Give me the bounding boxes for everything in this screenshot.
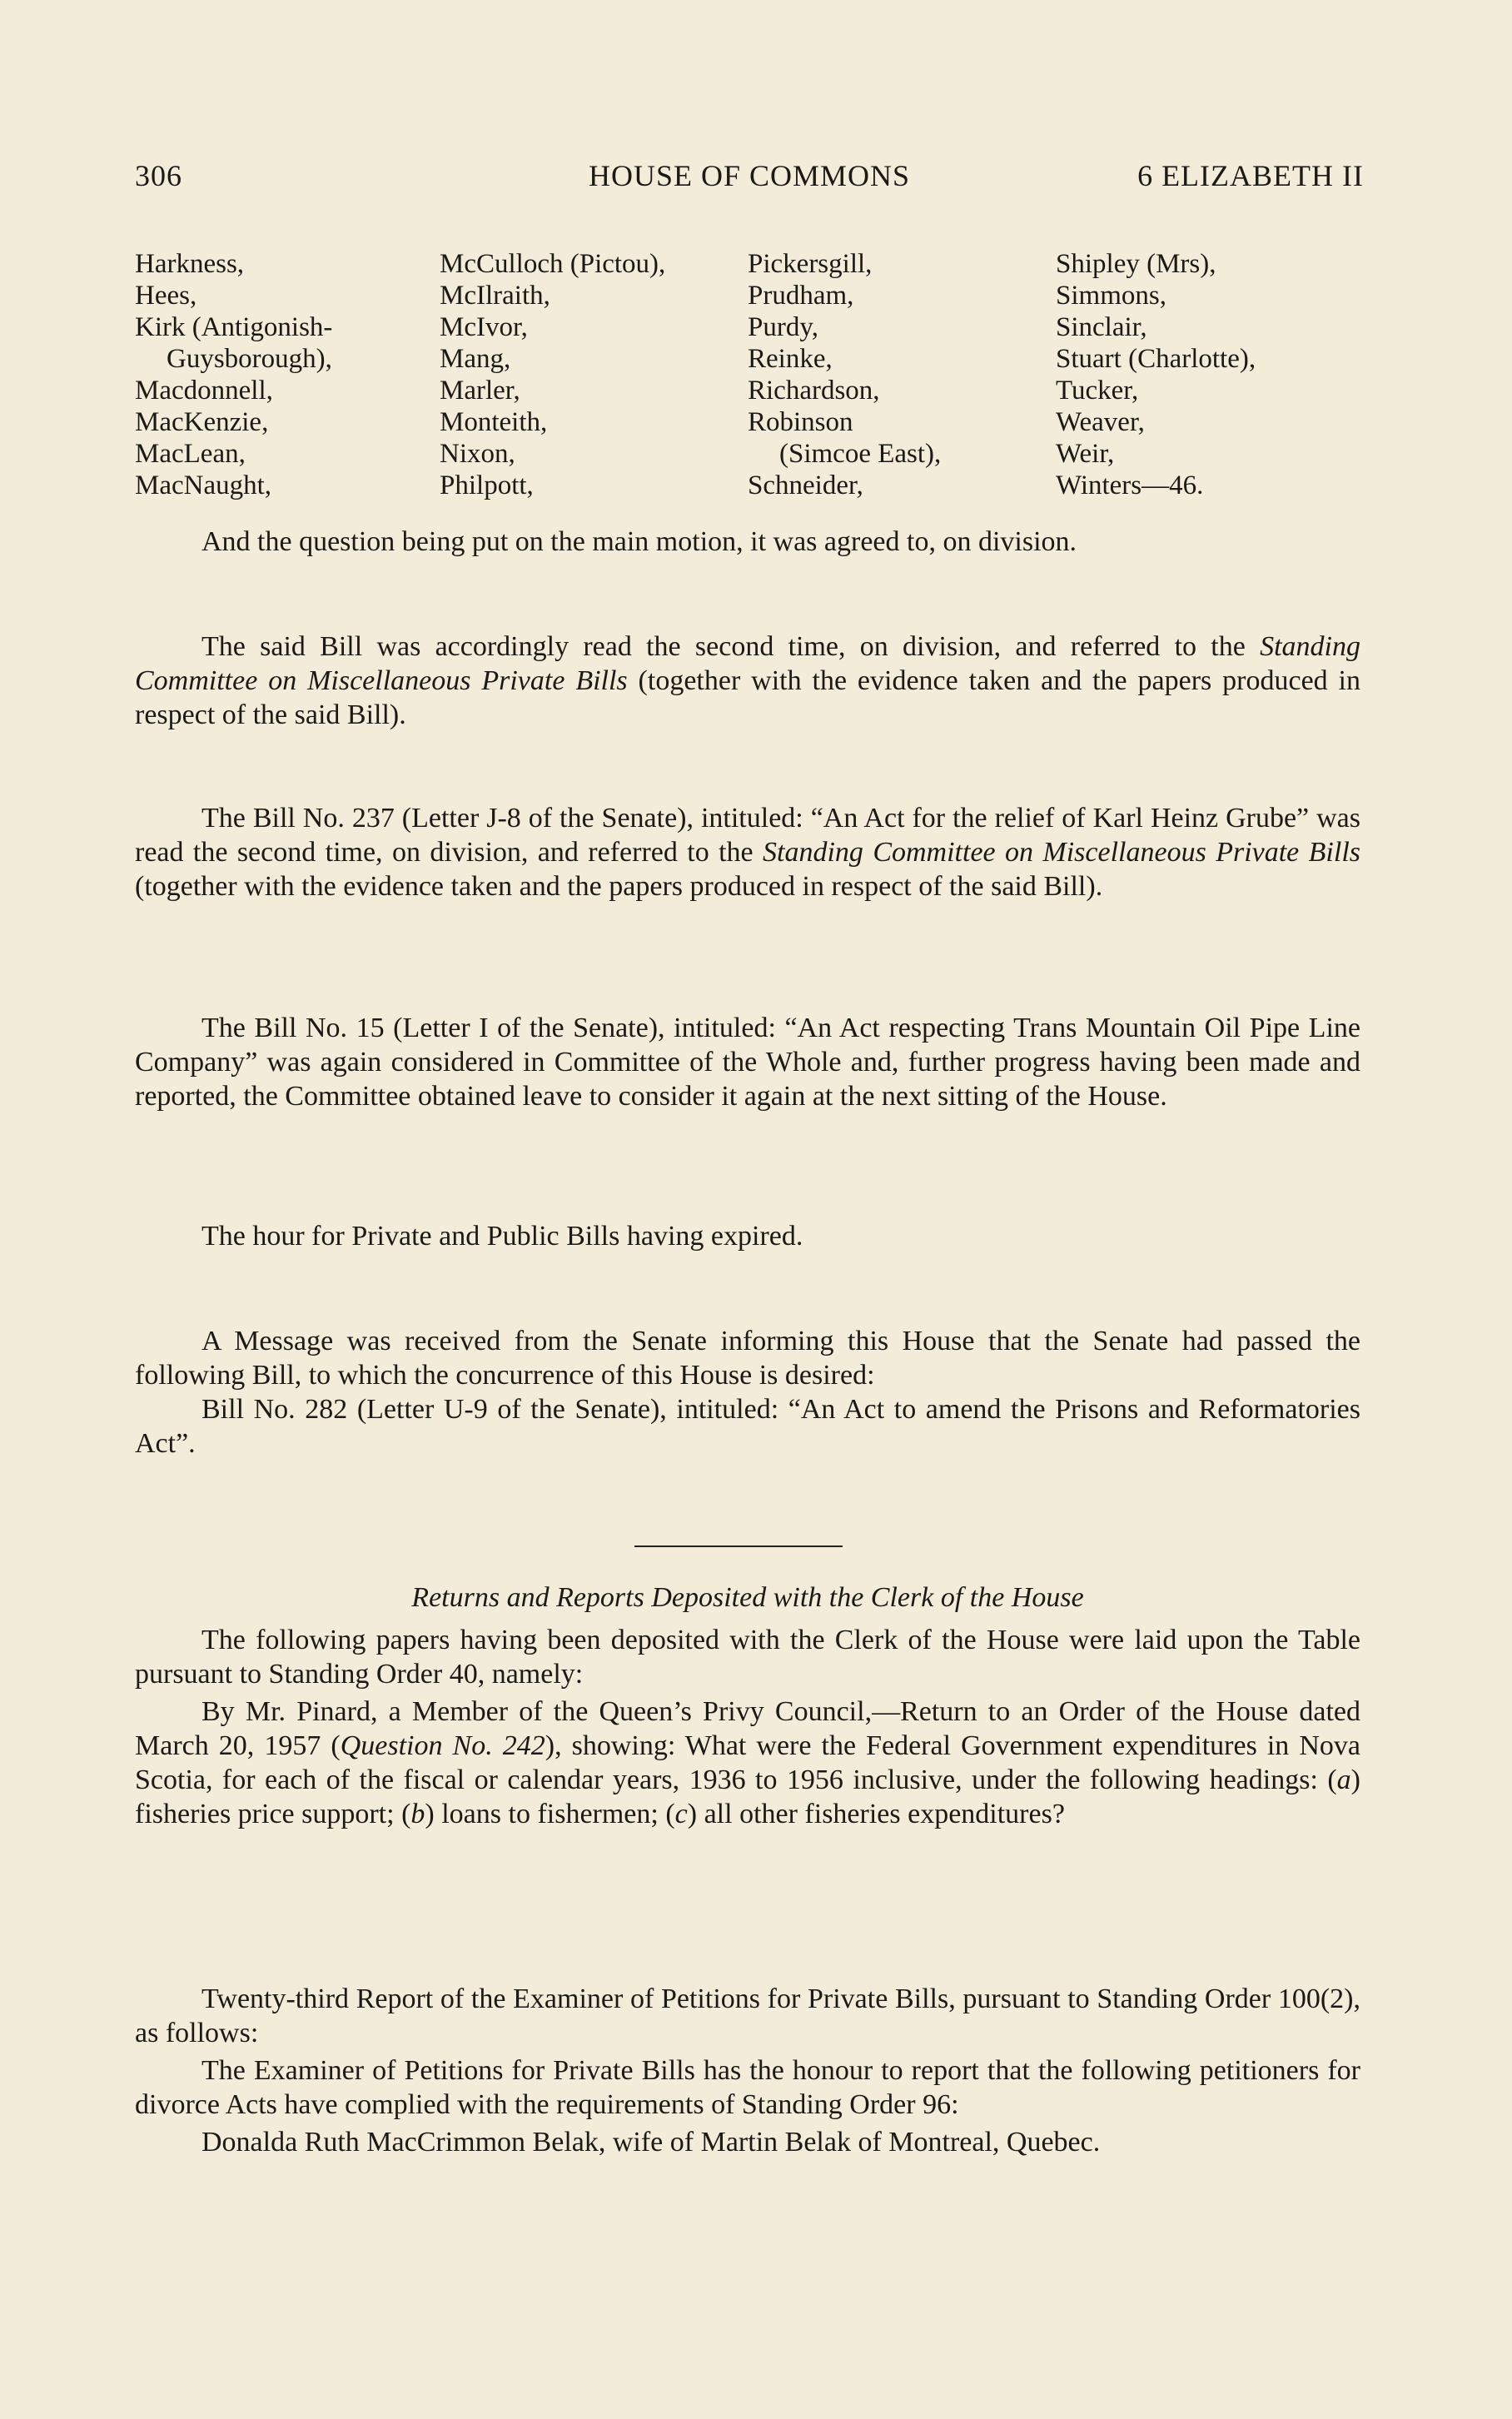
section-heading: Returns and Reports Deposited with the Clerk of the House [411, 1582, 1084, 1613]
member-name: Hees, [135, 281, 197, 311]
member-name: Kirk (Antigonish- [135, 312, 333, 342]
text-run: ) fisheries price support; ( [135, 1764, 1360, 1829]
paragraph-hour-expired [135, 1219, 1360, 1253]
member-name: (Simcoe East), [779, 439, 942, 469]
committee-name: Standing Committee on Miscellaneous Private Bills [135, 631, 1360, 696]
member-name: Mang, [440, 344, 511, 374]
text-run: (together with the evidence taken and the papers produced in respect of the said Bill). [135, 665, 1360, 730]
member-name: MacLean, [135, 439, 246, 469]
member-name: Prudham, [748, 281, 854, 311]
division-column-3 [748, 248, 941, 501]
text-run: ), showing: What were the Federal Government expenditures in Nova Scotia, for each of the fiscal or calendar years, 1936 to 1956 inclusive, under the following headings: ( [135, 1730, 1360, 1795]
returns-section [135, 1580, 1360, 1831]
division-column-2 [440, 248, 665, 501]
member-name: MacNaught, [135, 470, 272, 500]
member-name: Tucker, [1056, 376, 1139, 406]
member-name: Simmons, [1056, 281, 1166, 311]
member-name: Schneider, [748, 470, 863, 500]
text-run: ) loans to fishermen; ( [425, 1799, 675, 1829]
member-name: Sinclair, [1056, 312, 1147, 342]
paragraph-text [135, 801, 1360, 903]
paragraph-bill-15 [135, 1011, 1360, 1113]
member-name: Shipley (Mrs), [1056, 249, 1216, 279]
regnal-year: 6 ELIZABETH II [1137, 159, 1364, 192]
paragraph-main-motion [135, 525, 1360, 559]
paragraph-text: A Message was received from the Senate informing this House that the Senate had passed the following Bill, to which the concurrence of this House is desired: [135, 1326, 1360, 1391]
member-name: Winters—46. [1056, 470, 1204, 500]
page-header [135, 158, 1364, 200]
petitioner-entry: Donalda Ruth MacCrimmon Belak, wife of Martin Belak of Montreal, Quebec. [201, 2127, 1101, 2158]
paragraph-text: The Bill No. 15 (Letter I of the Senate), intituled: “An Act respecting Trans Mountain Oil Pipe Line Company” was again considered in Committee of the Whole and, further progress having been made and reported, the Committee obtained leave to consider it again at the next sitting of the House. [135, 1013, 1360, 1112]
text-run: ) all other fisheries expenditures? [687, 1799, 1065, 1829]
paragraph-text: Twenty-third Report of the Examiner of Petitions for Private Bills, pursuant to Standing Order 100(2), as follows: [135, 1983, 1360, 2048]
member-name: Guysborough), [167, 344, 332, 374]
page-title: HOUSE OF COMMONS [588, 159, 911, 192]
member-name: McIlraith, [440, 281, 550, 311]
member-name: Richardson, [748, 376, 880, 406]
member-name: Marler, [440, 376, 520, 406]
member-name: Purdy, [748, 312, 818, 342]
paragraph-text: Bill No. 282 (Letter U-9 of the Senate), intituled: “An Act to amend the Prisons and Reformatories Act”. [135, 1394, 1360, 1459]
paragraph-text: The Examiner of Petitions for Private Bills has the honour to report that the following petitioners for divorce Acts have complied with the requirements of Standing Order 96: [135, 2055, 1360, 2120]
page-number: 306 [135, 159, 182, 192]
member-name: Weir, [1056, 439, 1115, 469]
text-run: The said Bill was accordingly read the second time, on division, and referred to the [201, 631, 1261, 662]
text-run: The Bill No. 237 (Letter J-8 of the Senate), intituled: “An Act for the relief of Karl Heinz Grube” was read the second time, on division, and referred to the [135, 803, 1360, 868]
member-name: McCulloch (Pictou), [440, 249, 666, 279]
list-letter: c [674, 1799, 688, 1829]
member-name: Pickersgill, [748, 249, 873, 279]
member-name: McIvor, [440, 312, 528, 342]
paragraph-text: And the question being put on the main motion, it was agreed to, on division. [201, 526, 1077, 557]
text-run: By Mr. Pinard, a Member of the Queen’s Privy Council,—Return to an Order of the House dated March 20, 1957 ( [135, 1696, 1360, 1761]
section-divider [634, 1545, 843, 1547]
paragraph-text [135, 630, 1360, 732]
paragraph-text: The hour for Private and Public Bills having expired. [201, 1221, 803, 1252]
paragraph-bill-237 [135, 801, 1360, 903]
member-name: Stuart (Charlotte), [1056, 344, 1256, 374]
list-letter: a [1336, 1764, 1351, 1795]
member-name: Reinke, [748, 344, 833, 374]
division-column-1 [135, 248, 332, 501]
member-name: Weaver, [1056, 407, 1145, 437]
paragraph-second-reading [135, 630, 1360, 732]
member-name: Nixon, [440, 439, 515, 469]
member-name: Harkness, [135, 249, 245, 279]
member-name: Monteith, [440, 407, 548, 437]
text-run: (together with the evidence taken and the papers produced in respect of the said Bill). [135, 871, 1103, 902]
examiner-report-section [135, 1982, 1360, 2159]
committee-name: Standing Committee on Miscellaneous Private Bills [763, 837, 1361, 868]
member-name: Philpott, [440, 470, 534, 500]
paragraph-text: The following papers having been deposited with the Clerk of the House were laid upon the Table pursuant to Standing Order 40, namely: [135, 1625, 1360, 1690]
member-name: Macdonnell, [135, 376, 273, 406]
division-column-4 [1056, 248, 1256, 501]
paragraph-text [135, 1695, 1360, 1831]
member-name: Robinson [748, 407, 853, 437]
paragraph-senate-message [135, 1324, 1360, 1461]
member-name: MacKenzie, [135, 407, 269, 437]
list-letter: b [410, 1799, 425, 1829]
question-number: Question No. 242 [340, 1730, 545, 1761]
